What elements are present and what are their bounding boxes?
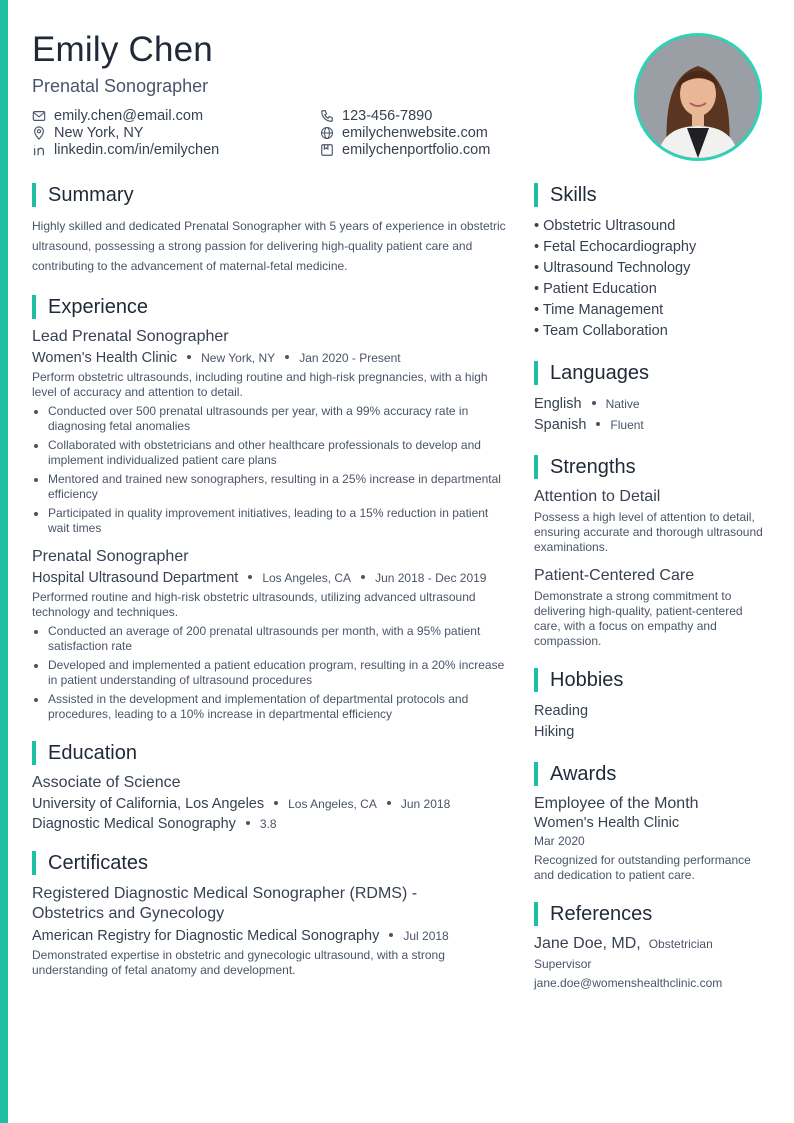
school-line (32, 796, 512, 812)
hobbies-section (534, 667, 770, 743)
summary-section (32, 182, 512, 276)
contact-email[interactable]: emily.chen@email.com (32, 107, 219, 124)
language-level: Native (605, 397, 640, 411)
location-icon (32, 126, 46, 140)
strength-title: Patient-Centered Care (534, 567, 695, 584)
section-heading: References (550, 902, 653, 925)
accent-bar (0, 0, 8, 1123)
award-text: Recognized for outstanding performance and dedication to patient care. (534, 853, 751, 882)
strength-text: Demonstrate a strong commitment to delivering high-quality, patient-centered care, with a focus on empathy and compassion. (534, 589, 743, 648)
side-column (534, 182, 770, 991)
degree: Associate of Science (32, 774, 181, 791)
candidate-name: Emily Chen (32, 30, 213, 69)
list-item: Assisted in the development and implementation of departmental protocols and procedures, leading to a 10% increase in departmental efficiency (32, 692, 512, 722)
list-item: • Ultrasound Technology (534, 260, 691, 276)
phone-icon (320, 109, 334, 123)
job-location: Los Angeles, CA (262, 571, 352, 585)
certificate-issuer-line (32, 928, 512, 944)
list-item: • Team Collaboration (534, 323, 668, 339)
list-item: • Patient Education (534, 281, 657, 297)
skills-list (534, 216, 770, 342)
section-heading: Strengths (550, 455, 636, 478)
list-item: • Time Management (534, 302, 664, 318)
contact-list-left (32, 107, 219, 158)
hobby-item: Hiking (534, 724, 575, 740)
main-column (32, 182, 512, 978)
job-title: Prenatal Sonographer (32, 76, 209, 96)
job-location: New York, NY (201, 351, 276, 365)
education-section (32, 740, 512, 832)
references-section (534, 901, 770, 991)
school-location: Los Angeles, CA (288, 797, 377, 811)
hobby-item: Reading (534, 703, 589, 719)
job-entry (32, 548, 512, 722)
list-item: Participated in quality improvement initiatives, leading to a 15% reduction in patient wait times (32, 506, 512, 536)
languages-section (534, 360, 770, 436)
mail-icon (32, 109, 46, 123)
portrait-illustration (637, 36, 759, 158)
language-name: Spanish (534, 417, 587, 433)
graduation-date: Jun 2018 (400, 797, 451, 811)
language-name: English (534, 396, 582, 412)
section-heading: Hobbies (550, 668, 624, 691)
gpa: 3.8 (259, 817, 277, 831)
award-title: Employee of the Month (534, 795, 699, 812)
section-heading: Experience (48, 295, 149, 318)
list-item: Developed and implemented a patient education program, resulting in a 20% increase in patient understanding of ultrasound procedures (32, 658, 512, 688)
job-bullets (32, 624, 512, 722)
major: Diagnostic Medical Sonography (32, 816, 236, 832)
job-org: Hospital Ultrasound Department (32, 570, 239, 586)
certificate-issuer: American Registry for Diagnostic Medical Sonography (32, 928, 380, 944)
section-heading: Awards (550, 762, 617, 785)
certificate-description: Demonstrated expertise in obstetric and gynecologic ultrasound, with a strong understanding of fetal anatomy and development. (32, 948, 445, 977)
contact-location: New York, NY (32, 124, 219, 141)
certificates-section (32, 850, 512, 978)
strengths-section (534, 454, 770, 649)
school: University of California, Los Angeles (32, 796, 265, 812)
section-heading: Skills (550, 183, 597, 206)
list-item: • Fetal Echocardiography (534, 239, 697, 255)
section-heading: Languages (550, 361, 649, 384)
certificate-name: Registered Diagnostic Medical Sonographer (RDMS) - Obstetrics and Gynecology (32, 885, 418, 922)
list-item: Conducted over 500 prenatal ultrasounds per year, with a 99% accuracy rate in diagnosing fetal anomalies (32, 404, 512, 434)
reference-name: Jane Doe, MD, (534, 935, 641, 952)
language-level: Fluent (610, 418, 644, 432)
job-bullets (32, 404, 512, 536)
contact-list-right (320, 107, 490, 158)
strength-text: Possess a high level of attention to detail, ensuring accurate and thorough ultrasound examinations. (534, 510, 763, 554)
reference-name-line (534, 935, 770, 953)
section-heading: Certificates (48, 851, 149, 874)
awards-section (534, 761, 770, 883)
reference-email[interactable]: jane.doe@womenshealthclinic.com (534, 976, 723, 990)
linkedin-icon (32, 143, 46, 157)
contact-portfolio[interactable]: emilychenportfolio.com (320, 141, 490, 158)
job-role: Lead Prenatal Sonographer (32, 328, 229, 345)
list-item: Conducted an average of 200 prenatal ultrasounds per month, with a 95% patient satisfaction rate (32, 624, 512, 654)
reference-relation: Supervisor (534, 957, 592, 971)
list-item: Collaborated with obstetricians and other healthcare professionals to develop and implement individualized patient care plans (32, 438, 512, 468)
experience-section (32, 294, 512, 722)
contact-phone[interactable]: 123-456-7890 (320, 107, 490, 124)
section-heading: Education (48, 741, 137, 764)
language-row (534, 394, 770, 415)
job-entry (32, 328, 512, 536)
portfolio-icon (320, 143, 334, 157)
job-org-line (32, 350, 512, 366)
job-description: Perform obstetric ultrasounds, including routine and high-risk pregnancies, with a high level of accuracy and attention to detail. (32, 370, 488, 399)
certificate-date: Jul 2018 (403, 929, 449, 943)
job-dates: Jun 2018 - Dec 2019 (375, 571, 487, 585)
language-row (534, 415, 770, 436)
reference-role: Obstetrician (648, 937, 713, 951)
profile-photo (634, 33, 762, 161)
job-role: Prenatal Sonographer (32, 548, 189, 565)
major-line (32, 816, 512, 832)
list-item: • Obstetric Ultrasound (534, 218, 676, 234)
award-org: Women's Health Clinic (534, 815, 680, 831)
skills-section (534, 182, 770, 342)
contact-website[interactable]: emilychenwebsite.com (320, 124, 490, 141)
job-description: Performed routine and high-risk obstetric ultrasounds, utilizing advanced ultrasound technology and techniques. (32, 590, 476, 619)
award-date: Mar 2020 (534, 834, 585, 848)
job-org-line (32, 570, 512, 586)
section-heading: Summary (48, 183, 134, 206)
strength-title: Attention to Detail (534, 488, 661, 505)
job-dates: Jan 2020 - Present (299, 351, 401, 365)
summary-text: Highly skilled and dedicated Prenatal Sonographer with 5 years of experience in obstetric ultrasound, possessing a strong passion for delivering high-quality patient care and contributing to the advancement of maternal-fetal medicine. (32, 219, 506, 273)
job-org: Women's Health Clinic (32, 350, 178, 366)
contact-linkedin[interactable]: linkedin.com/in/emilychen (32, 141, 219, 158)
list-item: Mentored and trained new sonographers, resulting in a 25% increase in departmental efficiency (32, 472, 512, 502)
globe-icon (320, 126, 334, 140)
